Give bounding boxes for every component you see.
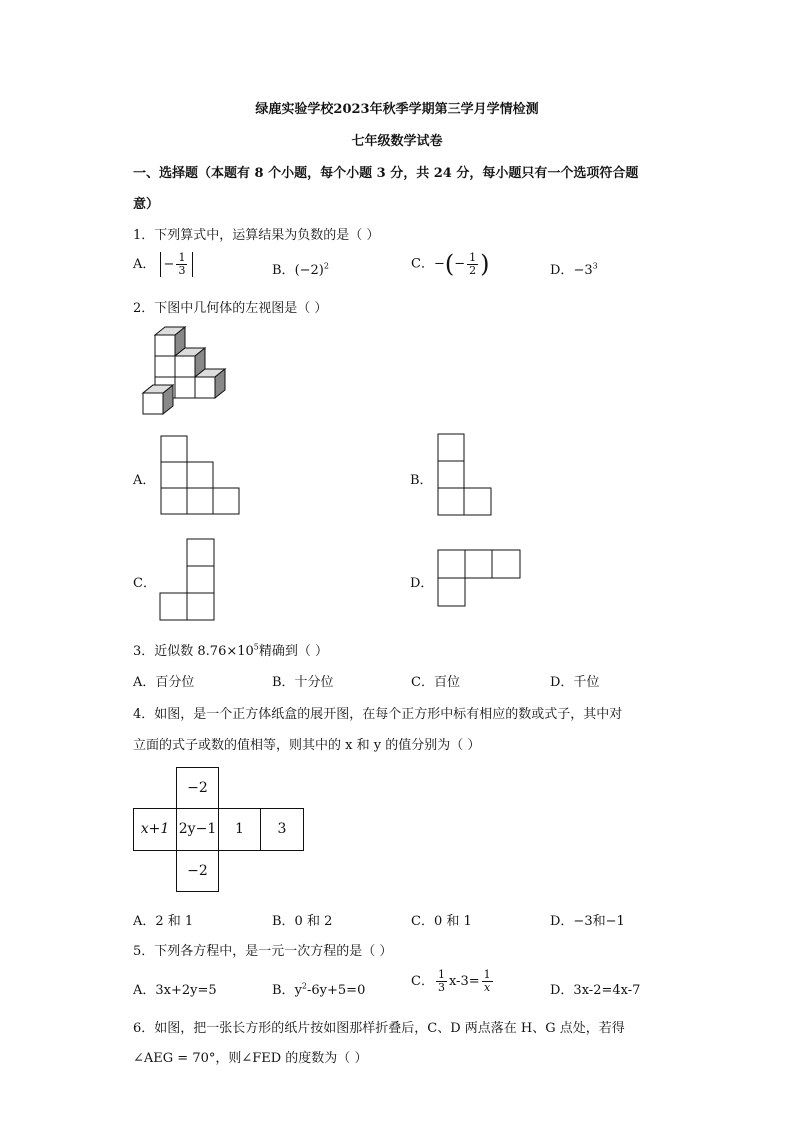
q3-option-b: B．十分位: [272, 675, 334, 690]
net-cell-top: −2: [176, 767, 219, 809]
q3-option-c: C．百位: [411, 675, 460, 690]
q4-option-c: C．0 和 1: [411, 914, 472, 929]
q5-option-c: C． $\frac{1}{3}$ x-3= $\frac{1}{x}$: [411, 968, 491, 994]
q2-option-c-figure: [160, 539, 220, 621]
q2-option-d-figure: [438, 550, 528, 610]
question-6-stem: 6．如图，把一张长方形的纸片按如图那样折叠后，C、D 两点落在 H、G 点处，若得: [133, 1021, 625, 1036]
section-heading-cont: 意）: [133, 197, 160, 212]
q5-option-d: D．3x-2=4x-7: [550, 983, 641, 998]
question-4-stem-cont: 立面的式子或数的值相等，则其中的 x 和 y 的值分别为（ ）: [133, 738, 481, 753]
q5-option-a: A．3x+2y=5: [133, 983, 217, 998]
q2-option-a-figure: [160, 435, 240, 515]
q1-option-d: D．$-3^3$: [550, 261, 598, 278]
q1-option-c: C．−(− $\frac{1}{2}$ ): [411, 250, 490, 278]
question-6-stem-cont: ∠AEG = 70°，则∠FED 的度数为（ ）: [133, 1051, 368, 1066]
question-5-stem: 5．下列各方程中，是一元一次方程的是（ ）: [133, 944, 393, 959]
q5-option-b: B．$y^2-6y+5=0$: [272, 981, 366, 998]
q2-option-a-label: A．: [133, 473, 156, 488]
q1-option-a: A． − $\frac{1}{3}$: [133, 252, 193, 277]
net-cell-bottom: −2: [176, 850, 219, 892]
page-title: 绿鹿实验学校2023年秋季学期第三学月学情检测: [255, 102, 539, 117]
section-heading: 一、选择题（本题有 8 个小题，每个小题 3 分，共 24 分，每小题只有一个选项符合题: [133, 166, 639, 181]
question-4-stem: 4．如图，是一个正方体纸盒的展开图，在每个正方形中标有相应的数或式子，其中对: [133, 707, 623, 722]
question-2-stem: 2．下图中几何体的左视图是（ ）: [133, 301, 328, 316]
q4-option-a: A．2 和 1: [133, 914, 194, 929]
q2-option-c-label: C．: [133, 576, 156, 591]
q2-option-d-label: D．: [410, 576, 434, 591]
question-3-stem: 3．近似数 $8.76\times 10^5$精确到（ ）: [133, 642, 329, 659]
q2-option-b-label: B．: [410, 473, 433, 488]
q1-option-b: B．$(-2)^2$: [272, 261, 329, 278]
q3-option-d: D．千位: [550, 675, 600, 690]
net-cell-left: x+1: [133, 808, 177, 851]
q3-option-a: A．百分位: [133, 675, 195, 690]
q4-option-b: B．0 和 2: [272, 914, 333, 929]
q4-option-d: D．−3和−1: [550, 914, 625, 929]
net-cell-right2: 3: [260, 808, 304, 851]
q2-option-b-figure: [438, 434, 498, 516]
question-1-stem: 1．下列算式中，运算结果为负数的是（ ）: [133, 228, 380, 243]
page-subtitle: 七年级数学试卷: [351, 134, 443, 149]
net-cell-center: 2y−1: [176, 808, 219, 851]
net-cell-right1: 1: [218, 808, 261, 851]
cube-stack-figure: [140, 327, 240, 422]
